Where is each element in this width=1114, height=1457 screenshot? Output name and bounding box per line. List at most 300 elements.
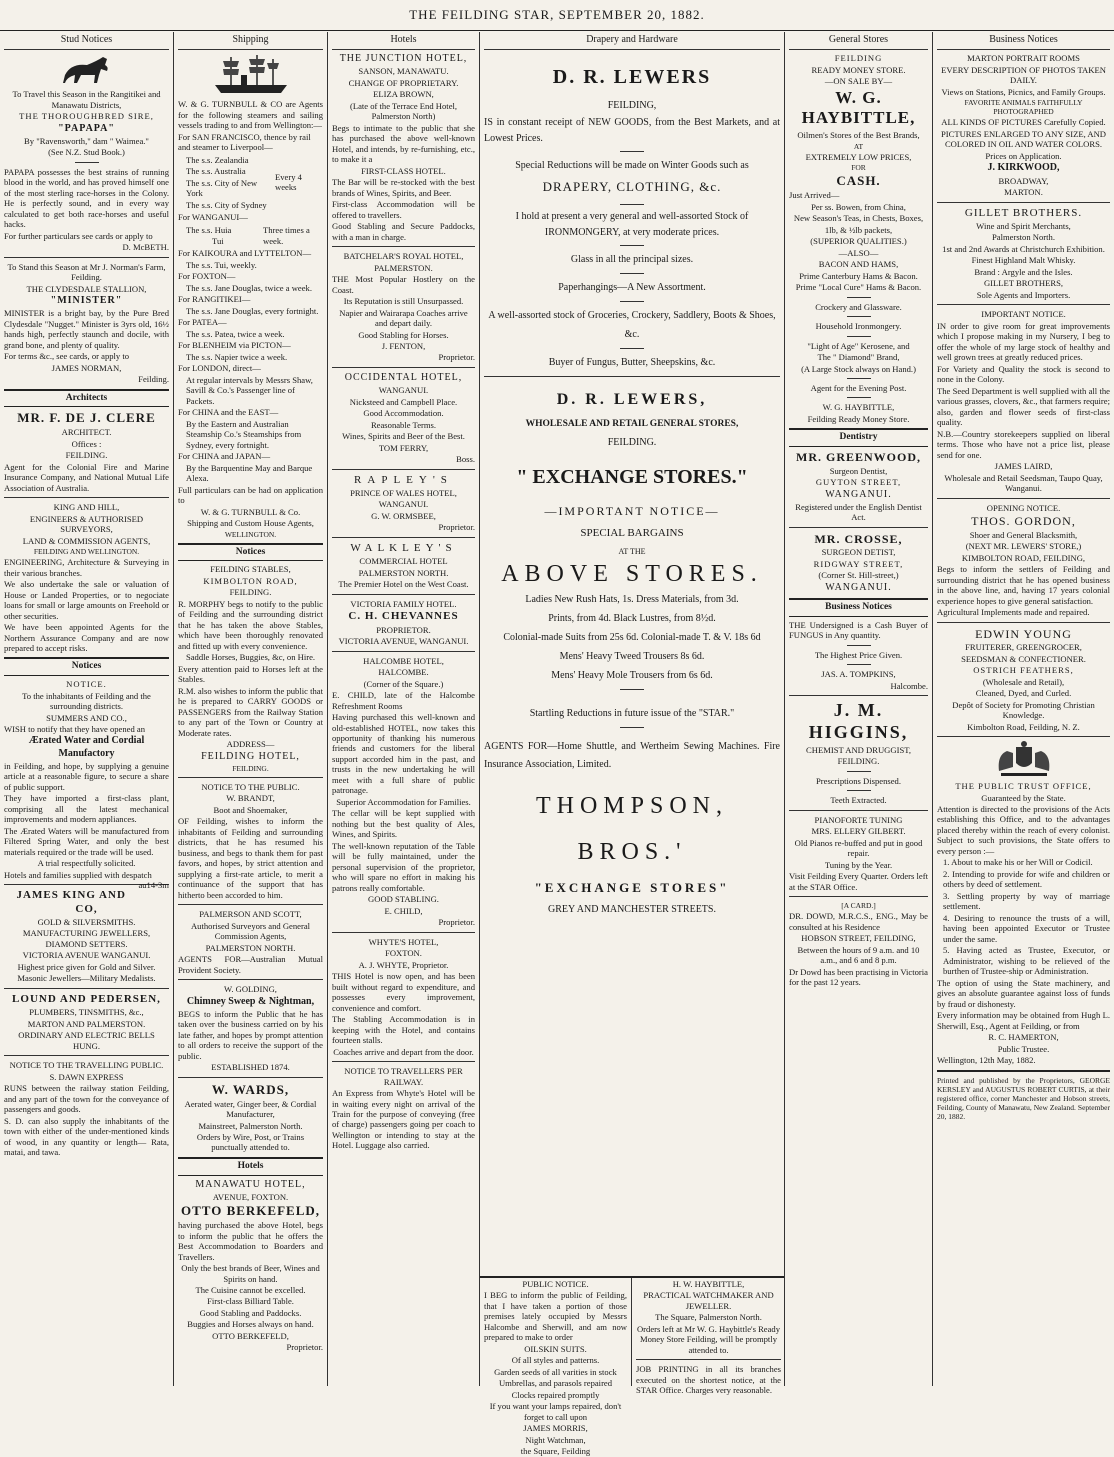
clere-offices: Offices :: [71, 438, 102, 449]
ship-intro: W. & G. TURNBULL & CO are Agents for the following steamers and sailing vessels trading to and from Wellington:—: [178, 99, 323, 131]
summers-trial: A trial respectfully solicited.: [37, 858, 136, 869]
stores-sign: W. G. HAYBITTLE,: [822, 402, 895, 413]
divider: [332, 537, 475, 538]
ship-wanganui-freq: Three times a week.: [263, 225, 310, 246]
greenwood-title: Surgeon Dentist,: [829, 465, 888, 476]
lewers-ad: [480, 58, 784, 919]
stud-further: For further particulars see cards or apply to: [4, 230, 153, 241]
ship-japan: For CHINA and JAPAN—: [178, 451, 271, 462]
at-the: AT THE: [618, 547, 646, 556]
stores-cash: CASH.: [836, 173, 881, 189]
dowd-practising: Dr Dowd has been practising in Victoria for the past 12 years.: [789, 966, 928, 988]
brandt-name: W. BRANDT,: [226, 793, 275, 804]
summers-hotels: [4, 869, 169, 891]
divider: [789, 527, 928, 528]
minister-stand: To Stand this Season at Mr J. Norman's Farm, Feilding.: [7, 261, 166, 283]
gordon-road: KIMBOLTON ROAD, FEILDING,: [961, 552, 1086, 563]
section-hotels: Hotels: [178, 1157, 323, 1176]
gillet-place: Palmerston North.: [991, 232, 1055, 243]
lewers-town: FEILDING,: [607, 100, 657, 112]
dawn-runs: RUNS between the railway station Feilding, and any part of the town for the conveyance of passengers and goods.: [4, 1083, 169, 1115]
walkleys-premier: The Premier Hotel on the West Coast.: [338, 579, 469, 590]
ship-rangitikei: For RANGITIKEI—: [178, 294, 251, 305]
dowd-street: HOBSON STREET, FEILDING,: [801, 933, 916, 944]
ship-patea: For PATEA—: [178, 317, 227, 328]
separator: [620, 204, 644, 205]
stables-address: ADDRESS—: [226, 739, 275, 750]
stores-packets: 1lb, & ½lb packets,: [824, 224, 893, 235]
young-address: Kimbolton Road, Feilding, N. Z.: [967, 721, 1080, 732]
stud-signature: D. McBETH.: [122, 242, 169, 253]
rapleys-hotel: PRINCE OF WALES HOTEL,: [350, 487, 457, 498]
walkleys-hotel: COMMERCIAL HOTEL: [359, 556, 448, 567]
stores-ready: READY MONEY STORE.: [811, 64, 906, 75]
divider: [636, 1359, 781, 1360]
piano-old: Old Pianos re-buffed and put in good repair.: [794, 837, 923, 859]
palmerson-place: PALMERSTON NORTH.: [205, 942, 296, 953]
stud-travel: To Travel this Season in the Rangitikei and Manawatu Districts,: [12, 89, 161, 110]
ship-foxton-jd: The s.s. Jane Douglas, twice a week.: [186, 282, 313, 293]
stores-bowen: Per ss. Bowen, from China,: [811, 201, 906, 212]
young-cleaned: Cleaned, Dyed, and Curled.: [975, 688, 1072, 699]
divider: [332, 932, 475, 933]
walkleys-place: PALMERSTON NORTH.: [358, 567, 449, 578]
junction-body: Begs to intimate to the public that she has purchased the above well-known Hotel, and intends, by re-furnishing, etc., to make it a: [332, 122, 475, 165]
lewers2-trade: WHOLESALE AND RETAIL GENERAL STORES,: [525, 419, 739, 430]
summers-name: SUMMERS AND CO.,: [46, 712, 127, 723]
stores-ironmongery: Household Ironmongery.: [815, 321, 902, 332]
crosse-name: MR. CROSSE,: [814, 531, 903, 546]
higgins-teeth: Teeth Extracted.: [830, 795, 887, 806]
king-insurance: We have been appointed Agents for the Northern Assurance Company and are now prepared to accept risks.: [4, 622, 169, 653]
stables-hotel: FEILDING HOTEL,: [201, 750, 300, 762]
laird-name: JAMES LAIRD,: [994, 461, 1053, 472]
trust-item-4: 4. Desiring to renounce the trusts of a will, having been appointed Executor or Trustee under the same.: [943, 912, 1110, 944]
fungus-halcombe: Halcombe.: [890, 680, 928, 691]
dowd-name: DR. DOWD, M.R.C.S., ENG., May be consulted at his Residence: [789, 911, 928, 932]
bottom-ads: [480, 1276, 784, 1457]
hwh-name: H. W. HAYBITTLE,: [672, 1279, 745, 1289]
divider: [178, 904, 323, 905]
lewers-ironmongery: I hold at present a very general and well-assorted Stock of IRONMONGERY, at very moderate prices.: [515, 210, 749, 238]
public-lamps: If you want your lamps repaired, don't forget to call upon: [489, 1401, 622, 1422]
hwh-trade: PRACTICAL WATCHMAKER AND JEWELLER.: [643, 1290, 774, 1311]
column-head: Shipping: [178, 32, 323, 50]
piano-year: Tuning by the Year.: [824, 859, 893, 870]
jking-masonic: Masonic Jewellers—Military Medalists.: [17, 973, 156, 984]
ship-patea-ss: The s.s. Patea, twice a week.: [186, 328, 285, 339]
king-place: FEILDING AND WELLINGTON.: [33, 546, 140, 556]
piano-name: MRS. ELLERY GILBERT.: [811, 826, 906, 837]
ship-kaikoura: For KAIKOURA and LYTTELTON—: [178, 248, 312, 259]
gordon-next: (NEXT MR. LEWERS' STORE,): [965, 541, 1082, 552]
victoria-proprietor: PROPRIETOR.: [376, 624, 431, 635]
summers-manufactory: Ærated Water and Cordial Manufactory: [28, 735, 145, 759]
lewers-name: D. R. LEWERS: [552, 66, 712, 89]
gordon-opening: OPENING NOTICE.: [986, 502, 1061, 513]
clere-title: ARCHITECT.: [61, 427, 112, 438]
marton-broadway: BROADWAY,: [998, 175, 1049, 186]
gordon-trade: Shoer and General Blacksmith,: [969, 529, 1078, 540]
piano-title: PIANOFORTE TUNING: [814, 814, 903, 825]
ship-wellington: WELLINGTON.: [224, 529, 277, 539]
batchelar-reputation: Its Reputation is still Unsurpassed.: [343, 296, 464, 307]
lound-name: LOUND AND PEDERSEN,: [12, 992, 161, 1005]
king-engineering: ENGINEERING, Architecture & Surveying in their various branches.: [4, 557, 169, 578]
thompson-bros: THOMPSON, BROS.': [535, 793, 729, 865]
separator: [847, 771, 871, 772]
whytes-stabling: The Stabling Accommodation is in keeping with the Hotel, and contains fourteen stalls.: [332, 1014, 475, 1046]
trust-info: Every information may be obtained from Hugh L. Sherwill, Esq., Agent at Feilding, or from: [937, 1010, 1110, 1031]
coat-of-arms-icon: [989, 741, 1059, 779]
occidental-boss: Boss.: [456, 454, 475, 465]
summers-body3: The Ærated Waters will be manufactured from Filtered Spring Water, and only the best materials required or the trade will be used.: [4, 825, 169, 857]
column-stud-notices: [0, 32, 173, 1386]
lound-place: MARTON AND PALMERSTON.: [27, 1018, 146, 1029]
public-morris: JAMES MORRIS,: [523, 1423, 588, 1434]
king-agents: LAND & COMMISSION AGENTS,: [22, 535, 151, 546]
trust-item-2: 2. Intending to provide for wife and children or others by deed of settlement.: [943, 868, 1110, 890]
clere-name: MR. F. DE J. CLERE: [17, 410, 156, 426]
stores-also: —ALSO—: [838, 247, 879, 258]
imprint: Printed and published by the Proprietors, GEORGE KERSLEY and AUGUSTUS ROBERT CURTIS, at their registered office, corner Manchester and Hobson streets, Feilding, County of Manawatu, New Zealand. September 20, 1882.: [937, 1075, 1110, 1122]
separator: [847, 645, 871, 646]
public-clocks: Clocks repaired promptly: [511, 1389, 600, 1400]
dawn-name: S. DAWN EXPRESS: [49, 1071, 124, 1082]
laird-title: IMPORTANT NOTICE.: [981, 309, 1066, 320]
ship-china-detail: By the Eastern and Australian Steamship Co.'s Steamships from Sydney, every fortnight.: [186, 418, 302, 450]
divider: [4, 257, 169, 258]
ship-rangitikei-jd: The s.s. Jane Douglas, every fortnight.: [186, 305, 319, 316]
stores-at: AT: [853, 141, 864, 151]
above-stores: ABOVE STORES.: [501, 561, 763, 588]
crosse-corner: (Corner St. Hill-street,): [818, 570, 899, 581]
stores-low: EXTREMELY LOW PRICES,: [805, 151, 912, 162]
gillet-name: GILLET BROTHERS.: [964, 206, 1083, 219]
young-depot: Depôt of Society for Promoting Christian Knowledge.: [952, 699, 1095, 721]
ship-japan-detail: By the Barquentine May and Barque Alexa.: [186, 462, 313, 484]
divider: [4, 497, 169, 498]
ship-particulars: Full particulars can be had on application to: [178, 484, 323, 506]
special-bargains: SPECIAL BARGAINS: [580, 527, 684, 540]
stud-papapa: "PAPAPA": [58, 122, 115, 134]
separator: [620, 727, 644, 728]
junction-bar: The Bar will be re-stocked with the best brands of Wines, Spirits, and Beer.: [332, 177, 475, 198]
section-dentistry: Dentistry: [789, 428, 928, 447]
column-business-notices: [932, 32, 1114, 1386]
occidental-place: WANGANUI.: [378, 385, 429, 396]
divider: [937, 304, 1110, 305]
marton-animals: FAVORITE ANIMALS FAITHFULLY PHOTOGRAPHED: [964, 98, 1083, 117]
palmerson-name: PALMERSON AND SCOTT,: [199, 909, 302, 920]
ship-turnbull: W. & G. TURNBULL & Co.: [200, 506, 301, 517]
public-notice-ad: [480, 1278, 632, 1457]
ship-newyork: The s.s. City of New York: [186, 177, 258, 199]
occidental-accom: Good Accommodation.: [363, 408, 444, 419]
haybittle-ad: [632, 1278, 785, 1396]
ship-zealandia: The s.s. Zealandia: [186, 154, 249, 165]
king-engineers: ENGINEERS & AUTHORISED SURVEYORS,: [29, 513, 144, 535]
stables-body: R. MORPHY begs to notify to the public of Feilding and the surrounding district that he has taken the above Stables, which have been thoroughly renovated and fitted up with every convenience.: [178, 598, 323, 651]
important-notice: —IMPORTANT NOTICE—: [544, 504, 720, 519]
king-name: KING AND HILL,: [53, 502, 120, 513]
stores-money: Feilding Ready Money Store.: [807, 413, 910, 424]
trust-guaranteed: Guaranteed by the State.: [981, 792, 1066, 803]
gillet-trade: Wine and Spirit Merchants,: [976, 220, 1071, 231]
lewers-drapery: DRAPERY, CLOTHING, &c.: [542, 179, 722, 195]
job-printing: JOB PRINTING in all its branches executed on the shortest notice, at the STAR Office. Charges very reasonable.: [636, 1364, 781, 1396]
divider: [937, 498, 1110, 499]
column-head: Hotels: [332, 32, 475, 50]
marton-kirkwood: J. KIRKWOOD,: [987, 162, 1060, 174]
fungus-tompkins: JAS. A. TOMPKINS,: [821, 669, 896, 680]
halcombe-stabling: GOOD STABLING.: [368, 894, 439, 905]
stables-place: FEILDING.: [229, 587, 272, 598]
separator: [620, 348, 644, 349]
dawn-wood: S. D. can also supply the inhabitants of the town with either of the under-mentioned kinds of wood, in any quantity or length— Rata, matai, and tawa.: [4, 1115, 169, 1158]
stables-attention: Every attention paid to Horses left at the Stables.: [178, 663, 323, 685]
lewers-special: Special Reductions will be made on Winter Goods such as: [515, 160, 749, 172]
gillet-agents: Sole Agents and Importers.: [976, 289, 1071, 300]
marton-name: MARTON PORTRAIT ROOMS: [967, 53, 1080, 64]
gillet-sign: GILLET BROTHERS,: [983, 278, 1064, 289]
column-general-stores: [784, 32, 932, 1386]
golding-established: ESTABLISHED 1874.: [211, 1062, 290, 1073]
divider: [789, 810, 928, 811]
separator: [847, 664, 871, 665]
occidental-ferry: TOM FERRY,: [378, 442, 429, 453]
public-title: PUBLIC NOTICE.: [522, 1279, 589, 1289]
stud-body: PAPAPA possesses the best strains of running blood in the world, and has proved himself one of the most sterling race-horses in the Colony. He is perfectly sound, and in every way calculated to get both race-horses and useful hacks.: [4, 166, 169, 230]
steamship-icon: [211, 53, 291, 97]
whytes-coaches: Coaches arrive and depart from the door.: [333, 1046, 474, 1057]
divider: [937, 622, 1110, 623]
lewers-receipt: IS in constant receipt of NEW GOODS, from the Best Markets, and at Lowest Prices.: [484, 117, 780, 145]
golding-trade: Chimney Sweep & Nightman,: [186, 995, 315, 1007]
crosse-title: SURGEON DETIST,: [821, 547, 896, 558]
column-head: Business Notices: [937, 32, 1110, 50]
clere-place: FEILDING.: [65, 450, 108, 461]
ship-wanganui-group: [178, 224, 323, 248]
stud-sire: THE THOROUGHBRED SIRE,: [19, 111, 154, 122]
column-head: Stud Notices: [4, 32, 169, 50]
marton-prices: Prices on Application.: [985, 150, 1062, 161]
greenwood-town: WANGANUI.: [825, 488, 892, 500]
laird-body: IN order to give room for great improvements which I propose making in my Nursery, I beg to offer the whole of my large stock of healthy and well grown trees at greatly reduced prices.: [937, 320, 1110, 363]
higgins-name: J. M. HIGGINS,: [808, 700, 909, 742]
batchelar-coaches: Napier and Wairarapa Coaches arrive and depart daily.: [339, 307, 468, 329]
stores-superior: (SUPERIOR QUALITIES.): [810, 236, 907, 247]
junction-late: (Late of the Terrace End Hotel, Palmerston North): [349, 100, 458, 122]
bargain-hats: Ladies New Rush Hats, 1s. Dress Materials, from 3d.: [525, 594, 739, 606]
trust-date: Wellington, 12th May, 1882.: [937, 1055, 1036, 1066]
stores-haybittle: W. G. HAYBITTLE,: [801, 87, 916, 128]
minister-name: "MINISTER": [50, 295, 123, 307]
greenwood-name: MR. GREENWOOD,: [796, 450, 921, 465]
laird-seed: The Seed Department is well supplied with all the various grasses, clovers, &c., that farmers require; also, garden and flower seeds of first-class quality.: [937, 385, 1110, 428]
divider: [178, 979, 323, 980]
lewers-paper: Paperhangings—A New Assortment.: [558, 281, 706, 293]
whytes-body: THIS Hotel is now open, and has been built without regard to expenditure, and possesses every improvement, convenience and comfort.: [332, 971, 475, 1013]
victoria-address: VICTORIA AVENUE, WANGANUI.: [338, 636, 469, 647]
trust-item-3: 3. Settling property by way of marriage settlement.: [943, 890, 1110, 912]
young-ostrich: OSTRICH FEATHERS,: [973, 665, 1074, 676]
golding-name: W. GOLDING,: [224, 984, 277, 995]
divider: [789, 896, 928, 897]
public-styles: Of all styles and patterns.: [511, 1355, 600, 1366]
marton-enlarged: PICTURES ENLARGED TO ANY SIZE, AND COLORED IN OIL AND WATER COLORS.: [940, 128, 1107, 150]
wards-place: Mainstreet, Palmerston North.: [198, 1120, 303, 1131]
sewing-agents: AGENTS FOR—Home Shuttle, and Wertheim Sewing Machines. Fire Insurance Association, Limited.: [484, 741, 780, 771]
hwh-square: The Square, Palmerston North.: [655, 1312, 762, 1323]
batchelar-place: PALMERSTON.: [374, 262, 433, 273]
halcombe-sign: E. CHILD,: [384, 905, 423, 916]
divider: [332, 367, 475, 368]
laird-variety: For Variety and Quality the stock is second to none in the Colony.: [937, 363, 1110, 385]
ship-china: For CHINA and the EAST—: [178, 407, 279, 418]
manawatu-cuisine: The Cuisine cannot be excelled.: [195, 1284, 306, 1295]
rapleys-name: RAPLEY'S: [354, 473, 453, 486]
stables-feilding: FEILDING.: [232, 763, 269, 773]
laird-trade: Wholesale and Retail Seedsman, Taupo Quay, Wanganui.: [944, 472, 1103, 494]
stores-local: Prime "Local Cure" Hams & Bacon.: [795, 282, 922, 293]
trust-hamerton: R. C. HAMERTON,: [988, 1032, 1059, 1043]
stores-crockery: Crockery and Glassware.: [815, 301, 902, 312]
fungus-buyer: THE Undersigned is a Cash Buyer of FUNGUS in Any quantity.: [789, 619, 928, 641]
stores-oilmen: Oilmen's Stores of the Best Brands,: [797, 130, 920, 141]
express-body: An Express from Whyte's Hotel will be in waiting every night on arrival of the Train for the purpose of conveying (free of charge) passengers going per coach to Wellington or intending to stay at the Hotel. Luggage also carried.: [332, 1088, 475, 1151]
divider: [937, 1070, 1110, 1072]
stores-onsale: —ON SALE BY—: [824, 76, 893, 87]
public-watchman: Night Watchman,: [525, 1434, 586, 1445]
stores-kerosene: "Light of Age" Kerosene, and: [807, 340, 910, 351]
ship-wanganui: For WANGANUI—: [178, 212, 248, 223]
public-seeds: Garden seeds of all varities in stock: [494, 1366, 617, 1377]
young-trade: FRUITERER, GREENGROCER,: [965, 642, 1082, 653]
separator: [847, 297, 871, 298]
trust-attention: Attention is directed to the provisions of the Acts establishing this Office, and to the advantages placed thereby within the reach of every colonist. Subject to such provisions, the State offers to every person :—: [937, 803, 1110, 856]
divider: [789, 695, 928, 696]
ship-wanganui-list: [178, 224, 263, 248]
minister-owner: JAMES NORMAN,: [51, 362, 122, 373]
junction-first: FIRST-CLASS HOTEL.: [361, 165, 446, 176]
ship-foxton: For FOXTON—: [178, 271, 236, 282]
column-hotels: [327, 32, 479, 1386]
trust-item-1: 1. About to make his or her Will or Codicil.: [943, 857, 1093, 868]
divider: [937, 202, 1110, 203]
jking-price: Highest price given for Gold and Silver.: [17, 961, 156, 972]
column-head: General Stores: [789, 32, 928, 50]
marton-town: MARTON.: [1004, 187, 1043, 198]
gillet-brand: Brand : Argyle and the Isles.: [974, 266, 1073, 277]
occidental-terms: Reasonable Terms.: [370, 419, 437, 430]
trust-option: The option of using the State machinery, and gives an absolute guarantee against loss of funds by fraud or dishonesty.: [937, 977, 1110, 1009]
ship-london: For LONDON, direct—: [178, 363, 261, 374]
masthead-rule: [0, 30, 1114, 31]
junction-name: THE JUNCTION HOTEL,: [339, 53, 468, 65]
halcombe-table: The well-known reputation of the Table will be fully maintained, under the personal supervision of the proprietor, who will spare no effort in making his patrons really comfortable.: [332, 840, 475, 893]
stores-arrived: Just Arrived—: [789, 190, 840, 201]
stores-feilding: FEILDING: [834, 53, 883, 64]
young-name: EDWIN YOUNG: [975, 626, 1072, 641]
whytes-owner: A. J. WHYTE, Proprietor.: [358, 959, 449, 970]
dawn-notice: NOTICE TO THE TRAVELLING PUBLIC.: [9, 1060, 164, 1071]
divider: [332, 246, 475, 247]
victoria-owner: C. H. CHEVANNES: [348, 610, 459, 623]
manawatu-billiard: First-class Billiard Table.: [207, 1296, 294, 1307]
section-notices: Notices: [4, 657, 169, 676]
batchelar-proprietor: Proprietor.: [438, 352, 475, 363]
section-business-notices: Business Notices: [789, 598, 928, 617]
wards-orders: Orders by Wire, Post, or Trains punctually attended to.: [196, 1132, 305, 1153]
column-head: Drapery and Hardware: [484, 32, 780, 50]
wards-name: W. WARDS,: [211, 1081, 290, 1097]
separator: [620, 151, 644, 152]
halcombe-body: Having purchased this well-known and old-established HOTEL, now takes this opportunity of thanking his numerous friends and customers for the liberal support accorded him in the past, and trusts in the new undertaking he will meet with a full share of public patronage.: [332, 712, 475, 796]
section-architects: Architects: [4, 389, 169, 408]
lewers2-name: D. R. LEWERS,: [556, 390, 708, 408]
dowd-card: [A CARD.]: [841, 901, 876, 911]
crosse-street: RIDGWAY STREET,: [813, 558, 904, 569]
summers-hotels-text: Hotels and families supplied with despatch: [4, 869, 152, 880]
public-umbrellas: Umbrellas, and parasols repaired: [498, 1378, 613, 1389]
jking-gold: GOLD & SILVERSMITHS.: [37, 917, 136, 927]
rapleys-place: WANGANUI.: [378, 499, 429, 510]
stores-teas: New Season's Teas, in Chests, Boxes,: [793, 213, 924, 224]
batchelar-popular: THE Most Popular Hostlery on the Coast.: [332, 274, 475, 295]
ship-london-detail: At regular intervals by Messrs Shaw, Savill & Co.'s Passenger line of Packets.: [186, 374, 313, 406]
jking-name: JAMES KING AND CO,: [16, 889, 126, 915]
column-shipping: [173, 32, 327, 1386]
halcombe-cellar: The cellar will be kept supplied with nothing but the best quality of Ales, Wines, and Spirits.: [332, 808, 475, 840]
piano-visit: Visit Feilding Every Quarter. Orders left at the STAR Office.: [789, 871, 928, 892]
minister-body: MINISTER is a bright bay, by the Pure Bred Clydesdale "Nugget." Minister is 3yrs old, 16½ hands high, perfectly staunch and docile, with grand bone, and plenty of quality.: [4, 308, 169, 350]
public-body: I BEG to inform the public of Feilding, that I have taken a portion of those premises lately occupied by Messrs Halcombe and Sherwill, and am now prepared to make to order: [484, 1290, 627, 1343]
exchange-stores: " EXCHANGE STORES.": [516, 466, 748, 489]
marton-pictures: ALL KINDS OF PICTURES Carefully Copied.: [941, 117, 1106, 128]
notice-title: NOTICE.: [66, 679, 107, 690]
wards-trade: Aerated water, Ginger beer, & Cordial Manufacturer,: [184, 1098, 317, 1120]
manawatu-place: AVENUE, FOXTON.: [212, 1191, 289, 1202]
batchelar-name: BATCHELAR'S ROYAL HOTEL,: [343, 251, 464, 262]
trust-public: Public Trustee.: [997, 1043, 1050, 1054]
ship-sf-list: [178, 154, 275, 211]
batchelar-fenton: J. FENTON,: [381, 341, 426, 351]
higgins-town: FEILDING.: [837, 756, 880, 767]
occidental-name: OCCIDENTAL HOTEL,: [344, 371, 463, 383]
laird-nb: N.B.—Country storekeepers supplied on liberal terms. Those who have not a price list, please send for one.: [937, 428, 1110, 460]
bargain-suits: Colonial-made Suits from 25s 6d. Colonial-made T. & V. 18s 6d: [503, 632, 761, 644]
ship-australia: The s.s. Australia: [186, 166, 246, 177]
dowd-hours: Between the hours of 9 a.m. and 10 a.m., and 6 and 8 p.m.: [797, 944, 920, 966]
divider: [4, 1055, 169, 1056]
gordon-name: THOS. GORDON,: [971, 514, 1076, 529]
summers-code: au14-3m: [138, 880, 169, 891]
masthead: THE FEILDING STAR, SEPTEMBER 20, 1882.: [409, 7, 705, 22]
divider: [4, 988, 169, 989]
thompson-streets: GREY AND MANCHESTER STREETS.: [548, 904, 716, 916]
halcombe-name: HALCOMBE HOTEL,: [363, 655, 444, 666]
manawatu-name: MANAWATU HOTEL,: [195, 1178, 306, 1190]
ship-blenheim: For BLENHEIM via PICTON—: [178, 340, 291, 351]
manawatu-owner: OTTO BERKEFELD,: [180, 1203, 320, 1219]
ship-sydney: The s.s. City of Sydney: [186, 199, 267, 210]
junction-place: SANSON, MANAWATU.: [358, 66, 449, 77]
summers-body1: in Feilding, and hope, by supplying a genuine article at a reasonable figure, to secure a share of public support.: [4, 760, 169, 792]
ship-huia: The s.s. Huia: [186, 224, 232, 235]
bargain-prints: Prints, from 4d. Black Lustres, from 8½d.: [548, 613, 716, 625]
greenwood-street: GUYTON STREET,: [815, 477, 902, 488]
